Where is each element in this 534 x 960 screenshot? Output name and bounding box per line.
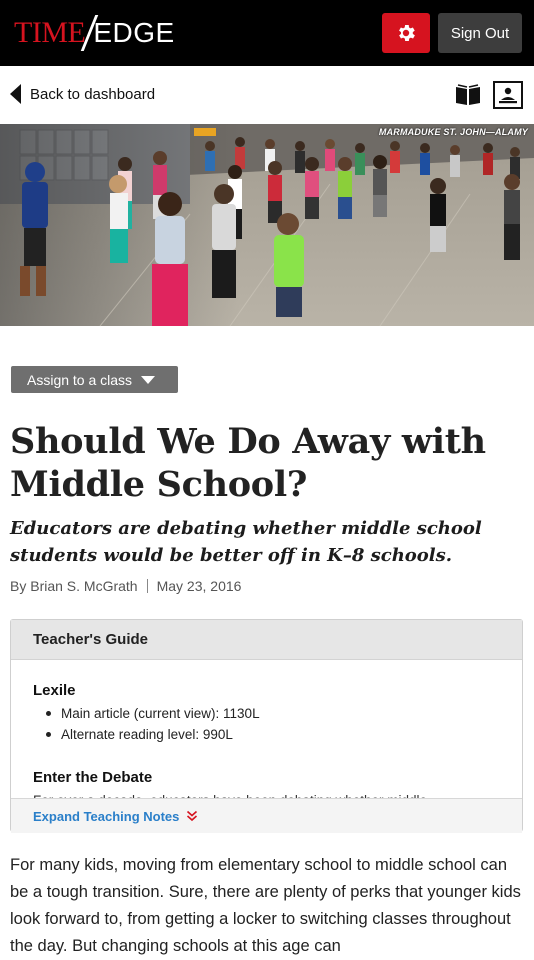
logo-edge-text: EDGE (93, 17, 175, 48)
hero-photo (0, 124, 534, 326)
lexile-item: Alternate reading level: 990L (46, 724, 522, 745)
article-title: Should We Do Away with Middle School? (10, 421, 486, 505)
settings-button[interactable] (382, 13, 430, 53)
expand-teaching-notes-label: Expand Teaching Notes (33, 808, 180, 824)
publish-date: May 23, 2016 (156, 578, 242, 594)
teachers-guide-panel (10, 619, 523, 832)
back-to-dashboard-link[interactable] (10, 84, 155, 104)
gear-icon (395, 22, 417, 44)
assign-to-class-button[interactable] (11, 366, 178, 393)
time-edge-logo[interactable] (14, 14, 175, 52)
book-icon[interactable] (455, 84, 481, 106)
caret-down-icon (141, 376, 155, 384)
teachers-guide-body (11, 660, 522, 798)
back-link-label: Back to dashboard (30, 85, 156, 103)
logo-time-text: TIME (14, 16, 86, 49)
present-icon[interactable] (493, 81, 523, 109)
byline-divider (147, 579, 148, 593)
assign-button-label: Assign to a class (27, 371, 133, 388)
back-arrow-icon (10, 84, 21, 104)
double-chevron-down-icon (186, 810, 198, 822)
expand-teaching-notes-button[interactable] (11, 798, 522, 833)
photo-credit: MARMADUKE ST. JOHN—ALAMY (378, 127, 528, 137)
nav-row (0, 66, 534, 124)
lexile-heading: Lexile (33, 682, 76, 699)
author-name: By Brian S. McGrath (10, 578, 138, 594)
article-dek: Educators are debating whether middle school students would be better off in K–8 schools. (10, 518, 482, 566)
article-body: For many kids, moving from elementary school to middle school can be a tough transition. Sure, there are plenty of perks that younger kids look forward to, from getting a locker to switching classes throughout the day. But changing schools at this age can (10, 856, 521, 955)
debate-heading: Enter the Debate (33, 769, 153, 786)
lexile-item: Main article (current view): 1130L (46, 703, 522, 724)
hero-image (0, 124, 534, 326)
lexile-list (33, 703, 522, 745)
top-bar (0, 0, 534, 66)
sign-out-button[interactable]: Sign Out (438, 13, 522, 53)
byline (10, 578, 241, 594)
teachers-guide-title: Teacher's Guide (11, 620, 522, 660)
